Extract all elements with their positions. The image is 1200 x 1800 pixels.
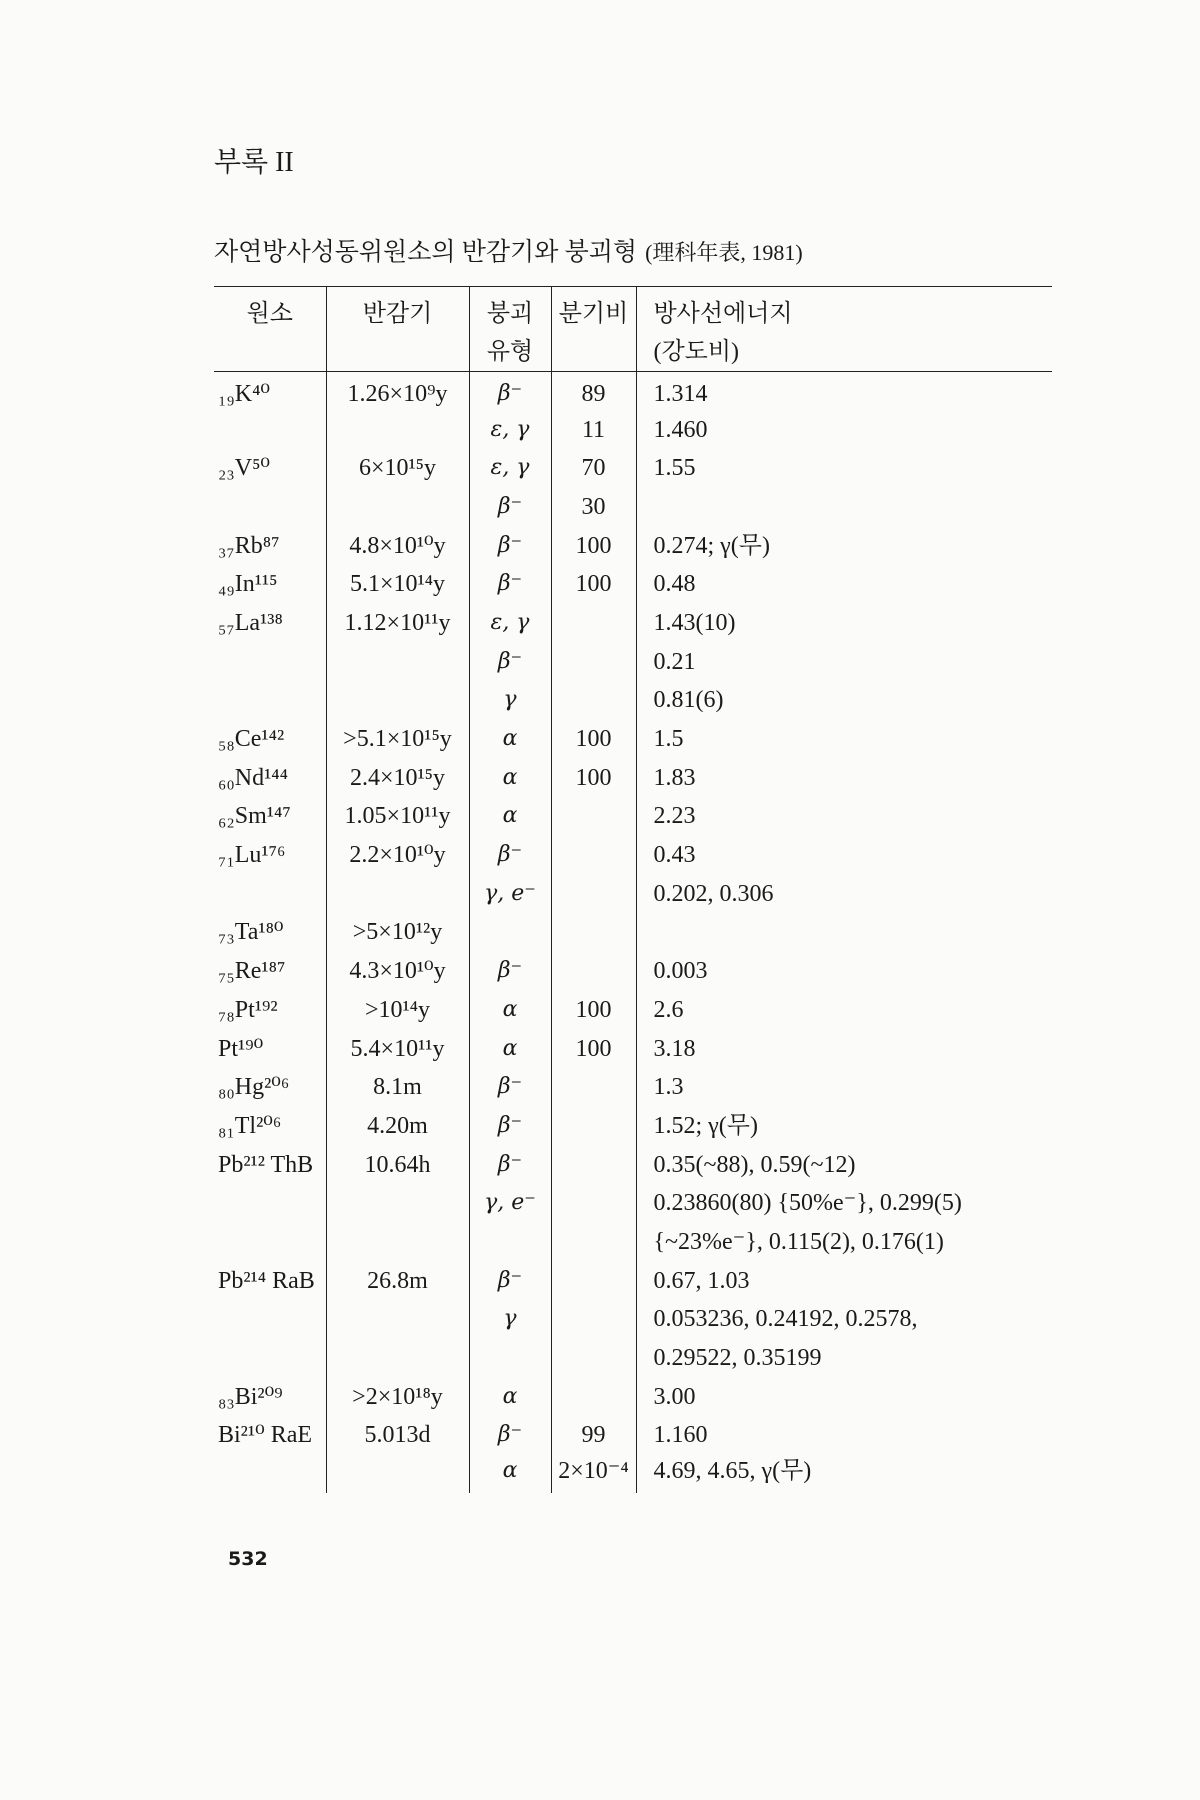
cell-decay-mode: ε, γ [469,410,551,449]
cell-nuclide [214,1300,326,1339]
table-row [214,1145,1052,1184]
cell-decay-mode [469,913,551,952]
cell-nuclide [214,1223,326,1262]
table-row [214,1223,1052,1262]
cell-energy: 0.48 [636,565,1052,604]
table-row [214,1339,1052,1378]
appendix-label: 부록 II [214,147,294,178]
cell-energy: 0.003 [636,952,1052,991]
cell-energy: {~23%e⁻}, 0.115(2), 0.176(1) [636,1223,1052,1262]
cell-nuclide [214,1455,326,1494]
cell-decay-mode: β⁻ [469,642,551,681]
cell-nuclide: Pt¹⁹⁰ [218,1035,264,1062]
table-row [214,565,1052,604]
cell-half-life: 1.12×10¹¹y [326,604,469,643]
cell-decay-mode: α [469,797,551,836]
cell-energy: 4.69, 4.65, γ(무) [636,1455,1052,1494]
table-row [214,952,1052,991]
cell-energy: 0.202, 0.306 [636,874,1052,913]
header-decay-mode [469,287,551,372]
cell-decay-mode: β⁻ [469,836,551,875]
cell-half-life: 2.2×10¹⁰y [326,836,469,875]
cell-nuclide: Bi²¹⁰ RaE [218,1422,313,1449]
cell-decay-mode [469,1223,551,1262]
table-row [214,1184,1052,1223]
cell-branching [551,1223,636,1262]
cell-half-life: 5.1×10¹⁴y [326,565,469,604]
cell-energy: 3.18 [636,1029,1052,1068]
cell-branching: 2×10⁻⁴ [551,1455,636,1494]
cell-half-life: 4.8×10¹⁰y [326,526,469,565]
table-title-text: 자연방사성동위원소의 반감기와 붕괴형 [214,239,638,266]
cell-nuclide [214,1339,326,1378]
cell-half-life [326,1300,469,1339]
table-title [214,232,803,268]
cell-decay-mode: β⁻ [469,488,551,527]
cell-half-life: 4.3×10¹⁰y [326,952,469,991]
cell-branching [551,642,636,681]
cell-nuclide [214,488,326,527]
cell-energy: 2.23 [636,797,1052,836]
table-row [214,874,1052,913]
cell-branching: 100 [551,758,636,797]
cell-decay-mode: α [469,720,551,759]
cell-branching [551,1339,636,1378]
cell-decay-mode: β⁻ [469,565,551,604]
table-row [214,681,1052,720]
cell-half-life [326,488,469,527]
header-decay-mode-line1: 붕괴 [486,301,534,327]
table-row [214,1300,1052,1339]
table-row [214,604,1052,643]
cell-half-life: 1.05×10¹¹y [326,797,469,836]
cell-half-life: >10¹⁴y [326,991,469,1030]
cell-energy: 0.81(6) [636,681,1052,720]
cell-decay-mode: α [469,1029,551,1068]
cell-half-life [326,1339,469,1378]
cell-energy: 2.6 [636,991,1052,1030]
page-number: 532 [228,1548,268,1570]
header-energy-line1: 방사선에너지 [653,301,793,327]
cell-nuclide: ₂₃V⁵⁰ [218,455,271,482]
cell-half-life: 8.1m [326,1068,469,1107]
cell-energy: 0.67, 1.03 [636,1261,1052,1300]
cell-energy: 0.35(~88), 0.59(~12) [636,1145,1052,1184]
cell-half-life [326,642,469,681]
table-row [214,372,1052,411]
halflife-table [214,286,1052,1493]
cell-half-life: >5.1×10¹⁵y [326,720,469,759]
table-row [214,449,1052,488]
cell-decay-mode: β⁻ [469,1145,551,1184]
cell-half-life [326,874,469,913]
cell-half-life: >2×10¹⁸y [326,1377,469,1416]
cell-half-life: 4.20m [326,1107,469,1146]
cell-branching [551,874,636,913]
cell-half-life: 5.4×10¹¹y [326,1029,469,1068]
cell-decay-mode: γ, e⁻ [469,1184,551,1223]
cell-decay-mode: β⁻ [469,1107,551,1146]
cell-branching [551,1068,636,1107]
cell-branching [551,1300,636,1339]
cell-energy: 1.314 [636,372,1052,411]
cell-half-life: 5.013d [326,1416,469,1455]
cell-decay-mode: ε, γ [469,449,551,488]
table-row [214,1416,1052,1455]
cell-energy: 1.460 [636,410,1052,449]
table-row [214,913,1052,952]
cell-half-life [326,1455,469,1494]
cell-nuclide: ₁₉K⁴⁰ [218,381,271,408]
cell-energy: 1.55 [636,449,1052,488]
cell-half-life: 1.26×10⁹y [326,372,469,411]
cell-decay-mode [469,1339,551,1378]
cell-decay-mode: γ, e⁻ [469,874,551,913]
cell-decay-mode: β⁻ [469,526,551,565]
cell-nuclide [214,681,326,720]
cell-branching [551,1145,636,1184]
table-row [214,410,1052,449]
table-row [214,1068,1052,1107]
cell-half-life [326,1223,469,1262]
cell-nuclide: ₅₇La¹³⁸ [218,609,283,636]
cell-nuclide: ₅₈Ce¹⁴² [218,726,285,753]
cell-nuclide: ₃₇Rb⁸⁷ [218,532,280,559]
table-row [214,1455,1052,1494]
cell-decay-mode: β⁻ [469,1068,551,1107]
cell-decay-mode: α [469,758,551,797]
cell-nuclide: ₆₂Sm¹⁴⁷ [218,803,291,830]
cell-nuclide [214,642,326,681]
cell-branching [551,681,636,720]
cell-nuclide: Pb²¹⁴ RaB [218,1267,315,1294]
cell-branching: 100 [551,526,636,565]
header-row [214,287,1052,372]
table-row [214,526,1052,565]
cell-branching [551,1107,636,1146]
cell-branching [551,1377,636,1416]
cell-energy: 0.43 [636,836,1052,875]
cell-branching: 100 [551,720,636,759]
cell-nuclide: ₈₀Hg²⁰⁶ [218,1074,290,1101]
cell-nuclide: ₈₁Tl²⁰⁶ [218,1112,282,1139]
cell-nuclide: ₆₀Nd¹⁴⁴ [218,764,288,791]
header-energy-line2: (강도비) [653,339,740,365]
cell-branching: 70 [551,449,636,488]
cell-branching: 100 [551,565,636,604]
cell-branching [551,604,636,643]
cell-branching: 30 [551,488,636,527]
cell-half-life [326,410,469,449]
cell-nuclide: ₇₃Ta¹⁸⁰ [218,919,284,946]
cell-half-life: 6×10¹⁵y [326,449,469,488]
cell-energy: 1.160 [636,1416,1052,1455]
cell-nuclide: ₄₉In¹¹⁵ [218,571,278,598]
cell-decay-mode: α [469,991,551,1030]
cell-nuclide: ₇₅Re¹⁸⁷ [218,958,286,985]
cell-energy: 1.83 [636,758,1052,797]
cell-energy: 1.3 [636,1068,1052,1107]
cell-decay-mode: γ [469,681,551,720]
table-row [214,720,1052,759]
cell-decay-mode: α [469,1455,551,1494]
cell-decay-mode: β⁻ [469,372,551,411]
cell-branching [551,836,636,875]
table-row [214,1029,1052,1068]
cell-branching [551,913,636,952]
cell-nuclide [214,410,326,449]
cell-branching: 89 [551,372,636,411]
cell-branching [551,1184,636,1223]
cell-decay-mode: α [469,1377,551,1416]
table-row [214,1377,1052,1416]
cell-energy: 0.274; γ(무) [636,526,1052,565]
header-half-life: 반감기 [326,287,469,372]
header-energy [636,287,1052,372]
cell-half-life [326,1184,469,1223]
cell-energy: 1.43(10) [636,604,1052,643]
cell-energy [636,488,1052,527]
cell-half-life: 2.4×10¹⁵y [326,758,469,797]
cell-branching: 99 [551,1416,636,1455]
cell-energy: 0.29522, 0.35199 [636,1339,1052,1378]
table-row [214,642,1052,681]
table-row [214,836,1052,875]
cell-branching: 100 [551,1029,636,1068]
cell-nuclide [214,1184,326,1223]
cell-nuclide: ₈₃Bi²⁰⁹ [218,1383,283,1410]
cell-energy: 1.5 [636,720,1052,759]
header-branching: 분기비 [551,287,636,372]
cell-branching [551,797,636,836]
cell-decay-mode: γ [469,1300,551,1339]
table-row [214,797,1052,836]
table-title-source: (理科年表, 1981) [645,240,803,265]
table-row [214,991,1052,1030]
table-row [214,1107,1052,1146]
cell-decay-mode: ε, γ [469,604,551,643]
header-decay-mode-line2: 유형 [486,339,534,365]
table-row [214,488,1052,527]
cell-energy: 3.00 [636,1377,1052,1416]
cell-nuclide: Pb²¹² ThB [218,1151,314,1178]
cell-decay-mode: β⁻ [469,952,551,991]
cell-nuclide: ₇₁Lu¹⁷⁶ [218,842,286,869]
cell-half-life [326,681,469,720]
cell-energy: 0.21 [636,642,1052,681]
cell-nuclide: ₇₈Pt¹⁹² [218,996,278,1023]
table-row [214,1261,1052,1300]
cell-branching [551,952,636,991]
table-row [214,758,1052,797]
cell-energy: 0.23860(80) {50%e⁻}, 0.299(5) [636,1184,1052,1223]
cell-branching: 100 [551,991,636,1030]
cell-branching: 11 [551,410,636,449]
cell-half-life: 26.8m [326,1261,469,1300]
cell-energy: 1.52; γ(무) [636,1107,1052,1146]
cell-nuclide [214,874,326,913]
cell-branching [551,1261,636,1300]
cell-decay-mode: β⁻ [469,1261,551,1300]
cell-energy [636,913,1052,952]
cell-energy: 0.053236, 0.24192, 0.2578, [636,1300,1052,1339]
cell-half-life: 10.64h [326,1145,469,1184]
cell-decay-mode: β⁻ [469,1416,551,1455]
cell-half-life: >5×10¹²y [326,913,469,952]
header-nuclide: 원소 [214,287,326,372]
